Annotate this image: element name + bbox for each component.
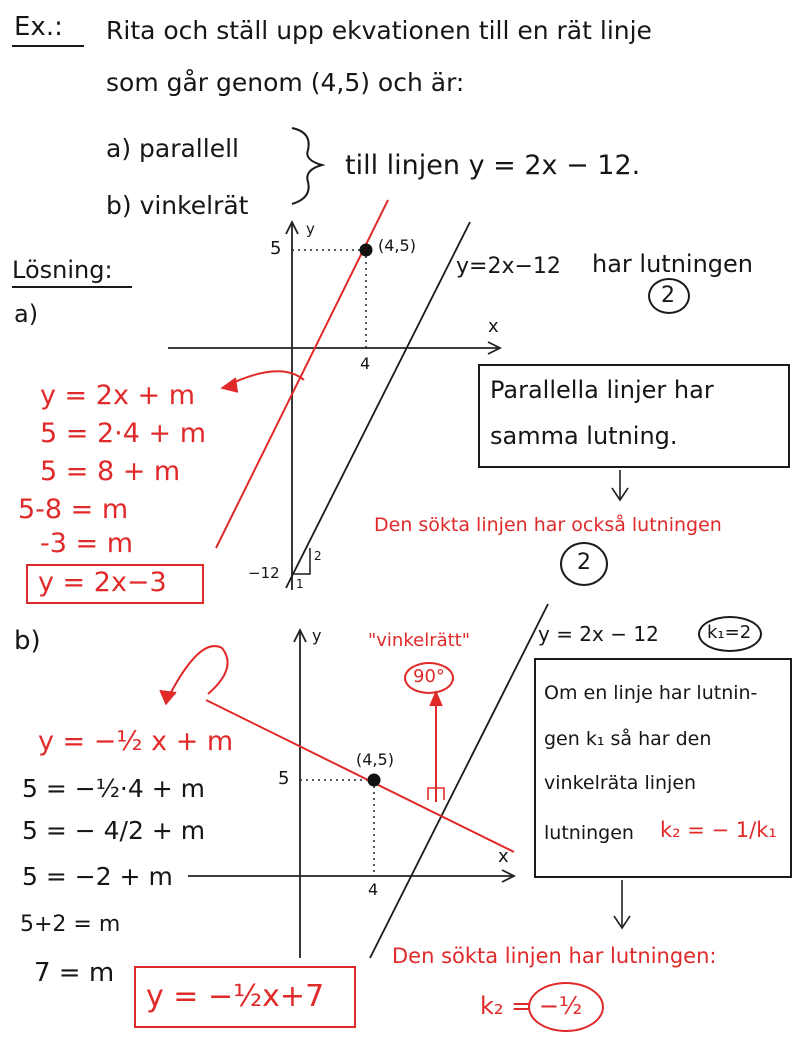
graph-a-y-axis-label: y bbox=[306, 220, 315, 238]
part-a-conclusion: Den sökta linjen har också lutningen bbox=[374, 514, 722, 536]
part-b-rule-formula: k₂ = − 1/k₁ bbox=[660, 818, 777, 842]
problem-line-2: som går genom (4,5) och är: bbox=[106, 68, 465, 97]
problem-part-a: a) parallell bbox=[106, 134, 239, 163]
part-b-conclusion: Den sökta linjen har lutningen: bbox=[392, 944, 717, 968]
part-a-answer: y = 2x−3 bbox=[38, 567, 167, 598]
part-a-conclusion-value: 2 bbox=[577, 550, 591, 575]
part-b-perpendicular-label: "vinkelrätt" bbox=[368, 630, 471, 651]
part-b-given-line: y = 2x − 12 bbox=[538, 622, 659, 646]
part-a-step-4: 5-8 = m bbox=[18, 494, 129, 525]
graph-b-red-arrow bbox=[168, 646, 228, 698]
part-a-step-3: 5 = 8 + m bbox=[40, 456, 181, 487]
part-b-step-3: 5 = − 4/2 + m bbox=[22, 816, 206, 845]
graph-b-x-tick: 4 bbox=[368, 880, 379, 899]
problem-part-b: b) vinkelrät bbox=[106, 191, 249, 220]
part-b-rule-line-2: gen k₁ så har den bbox=[544, 728, 712, 750]
graph-b-point-label: (4,5) bbox=[356, 750, 394, 769]
part-a-step-5: -3 = m bbox=[40, 528, 134, 559]
part-a-has-slope: har lutningen bbox=[592, 250, 754, 278]
part-a-label: a) bbox=[14, 300, 39, 328]
graph-b-red-line bbox=[206, 700, 514, 852]
graph-a-triangle-rise: 2 bbox=[314, 549, 322, 563]
part-a-given-line: y=2x−12 bbox=[456, 254, 561, 279]
graph-a-y-tick: 5 bbox=[270, 238, 282, 259]
part-b-conclusion-value: k₂ = −½ bbox=[480, 992, 583, 1020]
part-b-rule-line-1: Om en linje har lutnin- bbox=[544, 682, 758, 704]
graph-a-neg-tick: −12 bbox=[248, 564, 280, 582]
part-a-slope-value: 2 bbox=[661, 283, 675, 308]
example-prefix: Ex.: bbox=[14, 12, 63, 42]
graph-b-down-arrow bbox=[614, 880, 630, 928]
part-a-note-line-2: samma lutning. bbox=[490, 422, 678, 450]
part-a-note-line-1: Parallella linjer har bbox=[490, 376, 714, 404]
part-b-answer: y = −½x+7 bbox=[146, 979, 325, 1014]
part-a-step-1: y = 2x + m bbox=[40, 380, 196, 411]
part-b-k1: k₁=2 bbox=[707, 622, 752, 643]
problem-target-line: till linjen y = 2x − 12. bbox=[345, 150, 641, 181]
problem-line-1: Rita och ställ upp ekvationen till en rät linje bbox=[106, 16, 652, 45]
part-b-rule-line-4: lutningen bbox=[544, 822, 634, 844]
graph-b-given-line bbox=[370, 604, 548, 958]
graph-a-x-tick: 4 bbox=[360, 354, 371, 373]
graph-a-point-label: (4,5) bbox=[378, 236, 416, 255]
graph-b-x-axis-label: x bbox=[498, 846, 509, 867]
part-b-step-6: 7 = m bbox=[34, 958, 115, 988]
part-b-step-4: 5 = −2 + m bbox=[22, 862, 173, 891]
part-b-step-5: 5+2 = m bbox=[20, 912, 121, 937]
graph-a-triangle-run: 1 bbox=[296, 577, 304, 591]
part-b-label: b) bbox=[14, 626, 41, 656]
part-b-step-2: 5 = −½·4 + m bbox=[22, 774, 205, 803]
part-b-step-1: y = −½ x + m bbox=[38, 726, 234, 757]
part-b-rule-line-3: vinkelräta linjen bbox=[544, 772, 697, 794]
graph-b-point bbox=[368, 774, 381, 787]
graph-a-x-axis-label: x bbox=[488, 316, 499, 337]
graph-b-y-axis-label: y bbox=[312, 626, 322, 645]
graph-b-y-tick: 5 bbox=[278, 768, 290, 789]
part-b-angle: 90° bbox=[413, 666, 445, 687]
part-a-step-2: 5 = 2·4 + m bbox=[40, 418, 206, 449]
solution-heading: Lösning: bbox=[12, 256, 113, 284]
